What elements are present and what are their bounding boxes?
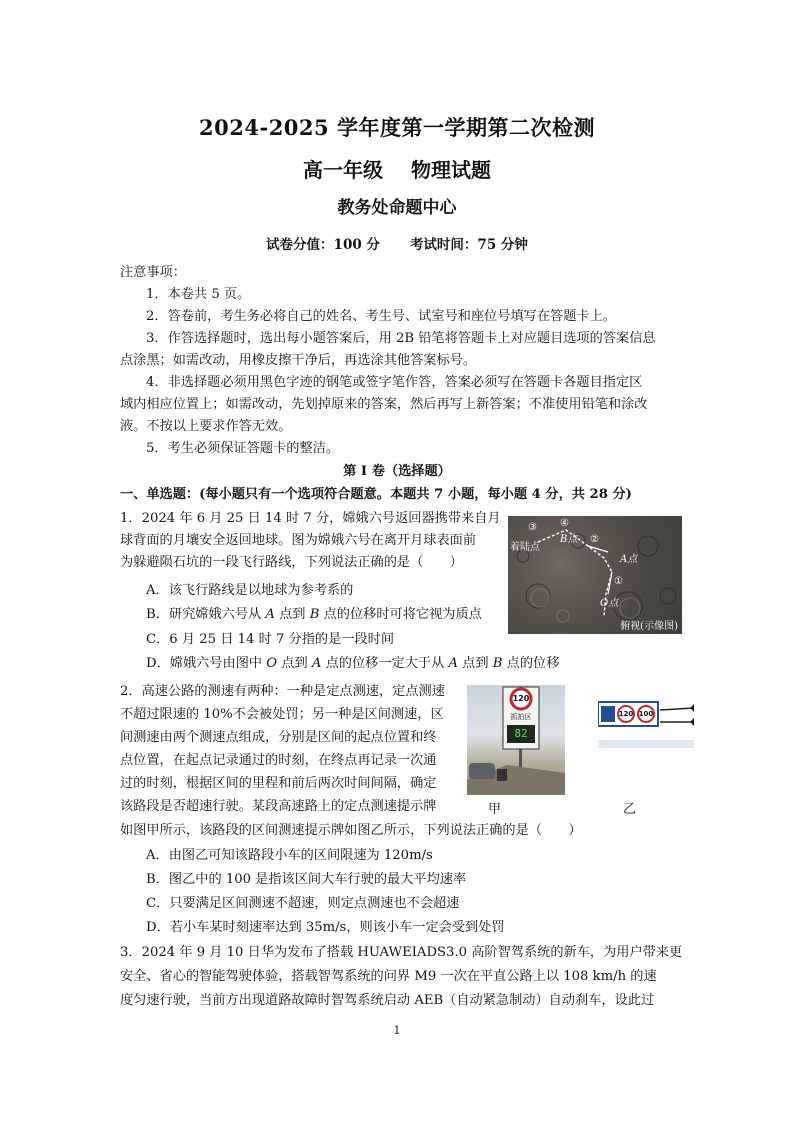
note-line: 3．作答选择题时，选出每小题答案后，用 2B 铅笔将答题卡上对应题目选项的答案信息 (146, 331, 656, 346)
question-stem-line: 过的时刻，根据区间的里程和前后两次时间间隔，确定 (120, 776, 437, 791)
page-number: 1 (393, 1024, 401, 1037)
issuer-label: 教务处命题中心 (337, 198, 457, 218)
subject-label: 物理试题 (411, 158, 491, 182)
question-stem-line: 点位置，在起点记录通过的时刻，在终点再记录一次通 (120, 753, 437, 768)
note-line: 2．答卷前，考生务必将自己的姓名、考生号、试室号和座位号填写在答题卡上。 (146, 309, 616, 324)
mark-2: ② (590, 534, 599, 545)
figure-caption: 俯视(示像图) (620, 621, 678, 632)
note-line: 4．非选择题必须用黑色字迹的钢笔或签字笔作答，答案必须写在答题卡各题目指定区 (146, 375, 643, 390)
note-line: 液。不按以上要求作答无效。 (120, 419, 292, 434)
option-a: A．由图乙可知该路段小车的区间限速为 120m/s (146, 848, 433, 863)
interval-board-figure-yi (598, 700, 694, 748)
score-label: 试卷分值：100 分 (266, 237, 380, 253)
option-d: D．嫦娥六号由图中 O 点到 A 点的位移一定大于从 A 点到 B 点的位移 (146, 656, 560, 671)
figure-label-jia: 甲 (488, 802, 502, 817)
question-stem-line: 间测速由两个测速点组成，分别是区间的起点位置和终 (120, 730, 437, 745)
option-d: D．若小车某时刻速率达到 35m/s，则该小车一定会受到处罚 (146, 920, 505, 935)
mark-1: ① (614, 576, 623, 587)
question-stem-line: 1．2024 年 6 月 25 日 14 时 7 分，嫦娥六号返回器携带来自月 (120, 511, 501, 526)
question-stem-line: 安全、省心的智能驾驶体验，搭载智驾系统的问界 M9 一次在平直公路上以 108 km/h 的速 (120, 969, 657, 984)
question-stem-line: 3．2024 年 9 月 10 日华为发布了搭载 HUAWEIADS3.0 高阶智驾系统的新车，为用户带来更 (120, 945, 683, 960)
question-stem-line: 球背面的月壤安全返回地球。图为嫦娥六号在离开月球表面前 (120, 533, 477, 548)
question-stem-line: 该路段是否超速行驶。某段高速路上的定点测速提示牌 (120, 799, 437, 814)
grade-label: 高一年级 (303, 158, 383, 182)
figure-label-yi: 乙 (623, 802, 637, 817)
time-label: 考试时间：75 分钟 (409, 237, 528, 253)
point-o-label: O点 (600, 598, 619, 609)
speed-display: 82 (514, 727, 528, 740)
point-b-label: B点 (560, 534, 578, 545)
mark-3: ③ (528, 522, 537, 533)
exam-meta (0, 233, 794, 253)
point-a-label: A点 (620, 554, 638, 565)
board-limit-120: 120 (618, 710, 634, 718)
note-line: 域内相应位置上；如需改动，先划掉原来的答案，然后再写上新答案；不准使用铅笔和涂改 (120, 397, 648, 412)
board-limit-100: 100 (638, 710, 654, 718)
speed-limit-120: 120 (512, 694, 530, 703)
speed-sign-figure-jia (467, 685, 565, 795)
sign-text: 抓拍区 (510, 713, 532, 721)
question-stem-line: 如图甲所示，该路段的区间测速提示牌如图乙所示，下列说法正确的是（ ） (120, 823, 582, 838)
question-stem-line: 度匀速行驶，当前方出现道路故障时智驾系统启动 AEB（自动紧急制动）自动刹车，设此过 (120, 993, 655, 1008)
notes-heading: 注意事项： (120, 265, 186, 280)
option-c: C．6 月 25 日 14 时 7 分指的是一段时间 (146, 632, 395, 647)
note-line: 1．本卷共 5 页。 (146, 287, 251, 302)
question-stem-line: 2．高速公路的测速有两种：一种是定点测速，定点测速 (120, 684, 445, 699)
question-stem-line: 为躲避陨石坑的一段飞行路线，下列说法正确的是（ ） (120, 555, 463, 570)
exam-subtitle (0, 154, 794, 183)
exam-title: 2024-2025 学年度第一学期第二次检测 (199, 115, 595, 140)
landing-point-label: 着陆点 (510, 542, 540, 553)
option-a: A．该飞行路线是以地球为参考系的 (146, 583, 354, 598)
section-heading: 一、单选题：(每小题只有一个选项符合题意。本题共 7 小题，每小题 4 分，共 28 分) (120, 487, 632, 502)
interval-board-illustration (598, 700, 694, 748)
note-line: 点涂黑；如需改动，用橡皮擦干净后，再选涂其他答案标号。 (120, 353, 477, 368)
option-b: B．图乙中的 100 是指该区间大车行驶的最大平均速率 (146, 872, 467, 887)
part-heading: 第 I 卷（选择题） (343, 464, 451, 479)
option-c: C．只要满足区间测速不超速，则定点测速也不会超速 (146, 896, 460, 911)
moon-surface-figure (508, 516, 682, 634)
option-b: B．研究嫦娥六号从 A 点到 B 点的位移时可将它视为质点 (146, 607, 482, 622)
question-stem-line: 不超过限速的 10%不会被处罚；另一种是区间测速，区 (120, 707, 444, 722)
mark-4: ④ (560, 518, 569, 529)
note-line: 5．考生必须保证答题卡的整洁。 (146, 441, 340, 456)
